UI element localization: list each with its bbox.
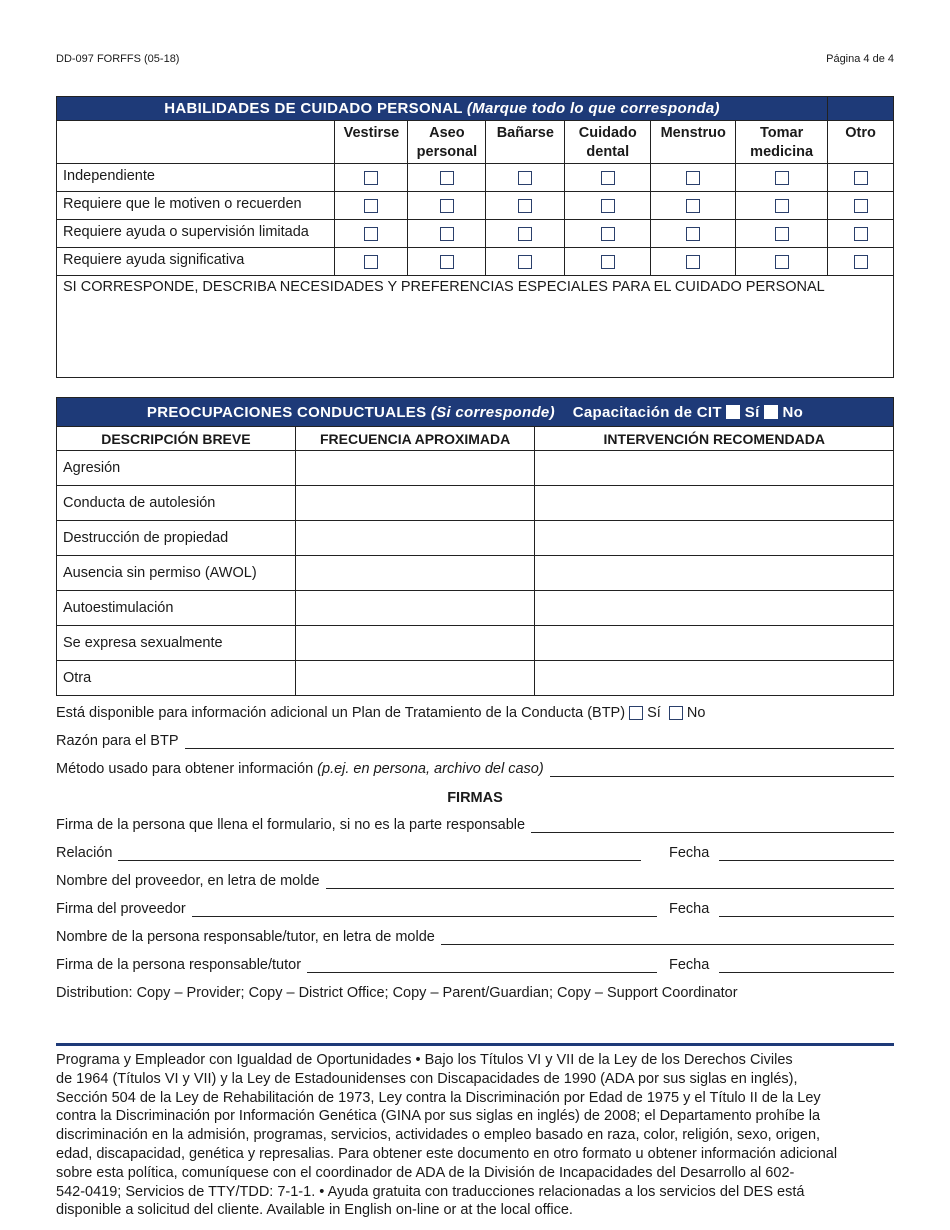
guardian-date-label: Fecha [669, 957, 710, 973]
selfcare-notes-label: SI CORRESPONDE, DESCRIBA NECESIDADES Y PREFERENCIAS ESPECIALES PARA EL CUIDADO PERSONAL [63, 279, 825, 295]
selfcare-row [57, 192, 894, 220]
btp-question: Está disponible para información adicional un Plan de Tratamiento de la Conducta (BTP) [56, 705, 626, 721]
col-cuidado-dental: Cuidado dental [565, 121, 651, 164]
method-label: Método usado para obtener información [56, 761, 314, 777]
selfcare-header-blank [828, 97, 894, 121]
behavior-row [57, 556, 894, 591]
footer-line: edad, discapacidad, genética y represalias. Para obtener este documento en otro formato u obtener información adicional [56, 1145, 838, 1162]
selfcare-table [56, 96, 894, 378]
btp-question-row [56, 705, 705, 721]
behavior-row-label: Destrucción de propiedad [63, 530, 229, 546]
guardian-date-field[interactable] [719, 958, 894, 973]
signatures-title: FIRMAS [447, 790, 503, 806]
guardian-name-field[interactable] [441, 930, 894, 945]
selfcare-checkbox[interactable] [854, 255, 868, 269]
footer-line: Sección 504 de la Ley de Rehabilitación de 1973, Ley contra la Discriminación por Edad de 1975 y el Título II de la Ley [56, 1089, 821, 1106]
selfcare-column-headers [57, 121, 894, 164]
selfcare-checkbox[interactable] [601, 171, 615, 185]
col-frecuencia: FRECUENCIA APROXIMADA [295, 427, 535, 451]
col-descripcion: DESCRIPCIÓN BREVE [57, 427, 296, 451]
selfcare-checkbox[interactable] [775, 199, 789, 213]
behavior-row [57, 451, 894, 486]
selfcare-header [57, 97, 828, 121]
provider-date-row [669, 899, 894, 917]
selfcare-checkbox[interactable] [601, 255, 615, 269]
selfcare-checkbox[interactable] [518, 171, 532, 185]
col-intervencion: INTERVENCIÓN RECOMENDADA [535, 427, 894, 451]
behavior-intervention-field[interactable] [535, 451, 894, 486]
cit-label: Capacitación de CIT [572, 403, 722, 421]
behavior-frequency-field[interactable] [295, 521, 535, 556]
selfcare-checkbox[interactable] [440, 199, 454, 213]
selfcare-checkbox[interactable] [686, 199, 700, 213]
provider-name-row [56, 871, 894, 889]
form-id: DD-097 FORFFS (05-18) [56, 53, 180, 65]
btp-no-checkbox[interactable] [669, 706, 683, 720]
selfcare-checkbox[interactable] [686, 171, 700, 185]
behavior-intervention-field[interactable] [535, 521, 894, 556]
selfcare-row [57, 220, 894, 248]
filler-signature-label: Firma de la persona que llena el formulario, si no es la parte responsable [56, 817, 526, 833]
behavior-row-label: Otra [63, 670, 92, 686]
relation-field[interactable] [118, 846, 641, 861]
behavior-title-note: (Si corresponde) [430, 403, 555, 421]
provider-name-label: Nombre del proveedor, en letra de molde [56, 873, 320, 889]
col-otro: Otro [828, 121, 894, 164]
selfcare-row-label: Requiere ayuda significativa [63, 252, 245, 268]
behavior-row-label: Agresión [63, 460, 121, 476]
btp-reason-field[interactable] [185, 734, 894, 749]
footer-line: sobre esta política, comuníquese con el coordinador de ADA de la División de Incapacidades del Desarrollo al 602- [56, 1164, 795, 1181]
guardian-signature-label: Firma de la persona responsable/tutor [56, 957, 302, 973]
selfcare-row-label: Requiere que le motiven o recuerden [63, 196, 302, 212]
footer-notice [56, 1051, 916, 1220]
method-field[interactable] [550, 762, 894, 777]
selfcare-checkbox[interactable] [854, 199, 868, 213]
relation-date-label: Fecha [669, 845, 710, 861]
behavior-intervention-field[interactable] [535, 556, 894, 591]
selfcare-checkbox[interactable] [775, 227, 789, 241]
selfcare-checkbox[interactable] [775, 171, 789, 185]
selfcare-checkbox[interactable] [686, 255, 700, 269]
cit-yes-label: Sí [744, 403, 760, 421]
behavior-title: PREOCUPACIONES CONDUCTUALES [146, 403, 427, 421]
selfcare-checkbox[interactable] [440, 255, 454, 269]
selfcare-checkbox[interactable] [364, 255, 378, 269]
cit-no-label: No [782, 403, 804, 421]
page-number: Página 4 de 4 [826, 53, 894, 65]
selfcare-checkbox[interactable] [364, 199, 378, 213]
behavior-frequency-field[interactable] [295, 486, 535, 521]
behavior-row [57, 661, 894, 696]
footer-line: contra la Discriminación por Información Genética (GINA por sus siglas en inglés) de 2008; el Departamento prohíbe la [56, 1108, 821, 1125]
btp-yes-checkbox[interactable] [629, 706, 643, 720]
selfcare-checkbox[interactable] [775, 255, 789, 269]
guardian-name-row [56, 927, 894, 945]
selfcare-row [57, 248, 894, 276]
selfcare-title-note: (Marque todo lo que corresponda) [466, 100, 720, 117]
selfcare-checkbox[interactable] [440, 171, 454, 185]
col-vestirse: Vestirse [335, 121, 408, 164]
behavior-table [56, 397, 894, 696]
footer-line: de 1964 (Títulos VI y VII) y la Ley de Estadounidenses con Discapacidades de 1990 (ADA por sus siglas en inglés), [56, 1070, 798, 1087]
relation-date-row [669, 843, 894, 861]
behavior-row [57, 486, 894, 521]
relation-date-field[interactable] [719, 846, 894, 861]
provider-date-field[interactable] [719, 902, 894, 917]
col-banarse: Bañarse [486, 121, 565, 164]
selfcare-checkbox[interactable] [854, 171, 868, 185]
behavior-row [57, 626, 894, 661]
col-menstruo: Menstruo [651, 121, 736, 164]
col-tomar-medicina: Tomar medicina [736, 121, 828, 164]
provider-signature-field[interactable] [192, 902, 657, 917]
behavior-row-label: Autoestimulación [63, 600, 174, 616]
behavior-frequency-field[interactable] [295, 626, 535, 661]
footer-line: disponible a solicitud del cliente. Available in English on-line or at the local office. [56, 1202, 573, 1219]
behavior-frequency-field[interactable] [295, 451, 535, 486]
behavior-row-label: Conducta de autolesión [63, 495, 216, 511]
filler-signature-field[interactable] [531, 818, 894, 833]
selfcare-checkbox[interactable] [364, 171, 378, 185]
behavior-frequency-field[interactable] [295, 591, 535, 626]
provider-signature-label: Firma del proveedor [56, 901, 186, 917]
guardian-date-row [669, 955, 894, 973]
provider-name-field[interactable] [326, 874, 894, 889]
selfcare-notes-field[interactable] [57, 276, 894, 378]
behavior-intervention-field[interactable] [535, 486, 894, 521]
guardian-signature-field[interactable] [307, 958, 657, 973]
behavior-header [57, 398, 894, 427]
selfcare-checkbox[interactable] [518, 255, 532, 269]
selfcare-checkbox[interactable] [440, 227, 454, 241]
selfcare-checkbox[interactable] [364, 227, 378, 241]
btp-no-label: No [686, 705, 706, 721]
footer-line: discriminación en la admisión, programas, servicios, actividades o empleo basado en raza, color, religión, sexo, origen, [56, 1127, 821, 1144]
selfcare-checkbox[interactable] [518, 199, 532, 213]
behavior-row [57, 521, 894, 556]
guardian-signature-row [56, 955, 657, 973]
behavior-intervention-field[interactable] [535, 626, 894, 661]
selfcare-title: HABILIDADES DE CUIDADO PERSONAL [164, 100, 463, 117]
behavior-intervention-field[interactable] [535, 661, 894, 696]
selfcare-checkbox[interactable] [854, 227, 868, 241]
provider-date-label: Fecha [669, 901, 710, 917]
selfcare-row [57, 164, 894, 192]
cit-no-checkbox[interactable] [764, 405, 778, 419]
guardian-name-label: Nombre de la persona responsable/tutor, en letra de molde [56, 929, 435, 945]
relation-row [56, 843, 641, 861]
selfcare-checkbox[interactable] [601, 199, 615, 213]
provider-signature-row [56, 899, 657, 917]
behavior-frequency-field[interactable] [295, 661, 535, 696]
selfcare-row-label: Independiente [63, 168, 155, 184]
selfcare-checkbox[interactable] [518, 227, 532, 241]
selfcare-checkbox[interactable] [686, 227, 700, 241]
relation-label: Relación [56, 845, 113, 861]
btp-reason-row [56, 731, 894, 749]
footer-divider [56, 1043, 894, 1046]
selfcare-checkbox[interactable] [601, 227, 615, 241]
method-row [56, 759, 894, 777]
footer-line: 542-0419; Servicios de TTY/TDD: 7-1-1. • Ayuda gratuita con traducciones relacionadas a los servicios del DES está [56, 1183, 805, 1200]
selfcare-row-label: Requiere ayuda o supervisión limitada [63, 224, 309, 240]
behavior-frequency-field[interactable] [295, 556, 535, 591]
col-aseo: Aseo personal [408, 121, 486, 164]
method-note: (p.ej. en persona, archivo del caso) [317, 761, 544, 777]
behavior-row-label: Se expresa sexualmente [63, 635, 223, 651]
filler-signature-row [56, 815, 894, 833]
behavior-row-label: Ausencia sin permiso (AWOL) [63, 565, 257, 581]
btp-reason-label: Razón para el BTP [56, 733, 179, 749]
cit-yes-checkbox[interactable] [726, 405, 740, 419]
behavior-row [57, 591, 894, 626]
footer-line: Programa y Empleador con Igualdad de Oportunidades • Bajo los Títulos VI y VII de la Ley de los Derechos Civiles [56, 1052, 793, 1068]
btp-yes-label: Sí [647, 705, 661, 721]
distribution-note: Distribution: Copy – Provider; Copy – District Office; Copy – Parent/Guardian; Copy – Support Coordinator [56, 985, 738, 1001]
behavior-intervention-field[interactable] [535, 591, 894, 626]
